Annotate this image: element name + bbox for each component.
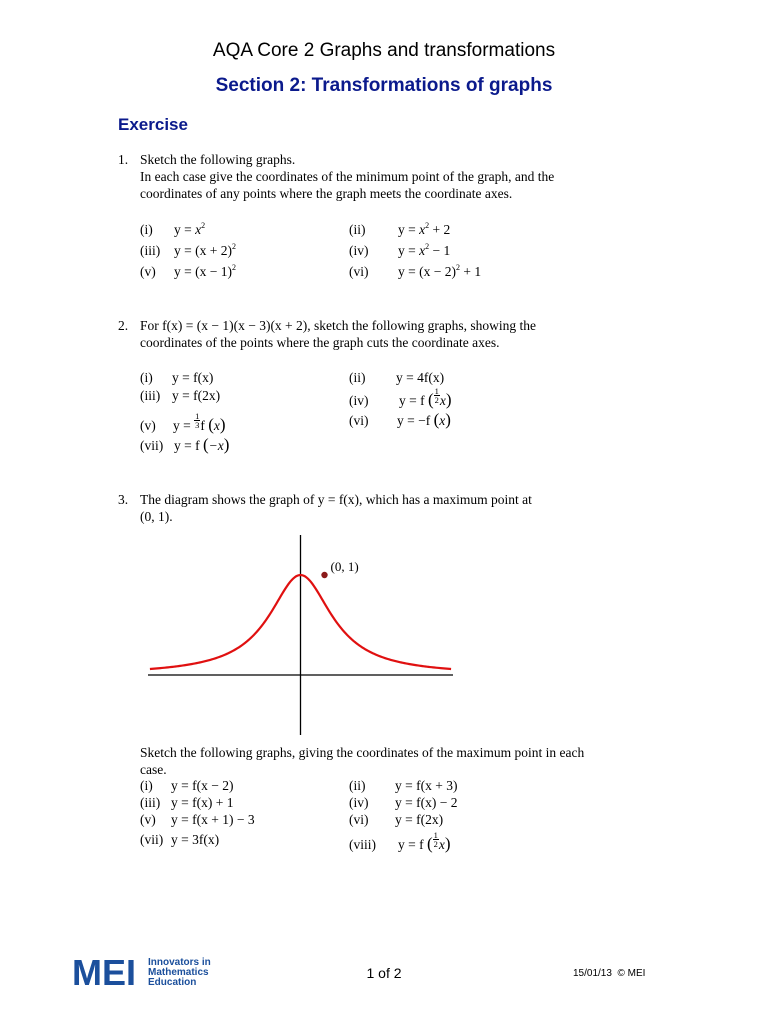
q2-part-expr: y = 4f(x) [396,370,445,385]
q1-part-label: (iii) [140,243,161,258]
q3-part-pre: y = f [398,837,427,852]
q1-part [140,263,236,280]
function-graph [140,530,460,740]
q2-part-label: (i) [140,370,153,385]
q1-part-sup: 2 [231,263,236,272]
q1-part-base: x [419,243,426,258]
q3-follow-line-2: case. [140,762,167,777]
page-number: 1 of 2 [366,965,402,981]
q3-part [349,794,457,811]
q3-part-label: (ii) [349,778,366,793]
mei-tagline-1: Innovators in [148,957,211,968]
q2-part-vi: (vi) y = −f (x) [349,410,451,429]
footer-date-copyright [573,968,645,979]
q3-part [140,831,219,848]
q2-part-label: (iii) [140,388,161,403]
q3-line-1: The diagram shows the graph of y = f(x), which has a maximum point at [140,492,532,507]
q1-part-rest: + 1 [459,264,482,279]
q3-part-label: (viii) [349,837,376,852]
q2-part-var: −x [208,438,224,453]
q3-part [140,794,233,811]
q1-part-sup: 2 [201,221,206,230]
q3-part [140,777,233,794]
q2-part-ii [349,369,444,386]
q1-part-base: (x + 2) [195,243,232,258]
q2-part-label: (v) [140,418,156,433]
q2-part-var: x [213,418,220,433]
q3-part-expr: y = f(x + 1) − 3 [171,812,255,827]
q3-part-expr: y = f(2x) [395,812,444,827]
q2-part-label: (iv) [349,393,369,408]
q2-part-label: (vi) [349,413,369,428]
q2-part-mid: f [200,418,209,433]
q1-part-label: (i) [140,222,153,237]
fraction-denominator: 2 [434,395,439,405]
q3-part-label: (vi) [349,812,369,827]
fraction-denominator: 2 [433,839,438,849]
q3-part-label: (v) [140,812,156,827]
fraction-denominator: 3 [195,420,200,430]
q1-part [349,242,450,259]
q1-part-rest: + 2 [429,222,451,237]
q2-part-pre: y = f [399,393,428,408]
q2-part-pre: y = [173,418,195,433]
q3-part-expr: y = f(x + 3) [395,778,458,793]
q2-part-var: x [439,393,446,408]
mei-logo-mark: MEI [72,953,137,991]
mei-tagline-2: Mathematics [148,967,209,978]
q1-part-base: x [419,222,426,237]
q2-line-1: For f(x) = (x − 1)(x − 3)(x + 2), sketch the following graphs, showing the [140,318,537,333]
q2-part-expr: y = f(x) [172,370,214,385]
q1-part [349,263,481,280]
q2-part-vii: (vii) y = f (−x) [140,435,230,454]
q2-line-2: coordinates of the points where the graph cuts the coordinate axes. [140,335,500,350]
q1-line-2: In each case give the coordinates of the minimum point of the graph, and the [140,169,555,184]
q2-part-iii [140,387,220,404]
q3-follow-line-1: Sketch the following graphs, giving the coordinates of the maximum point in each [140,745,585,760]
q3-part-expr: y = f(x) − 2 [395,795,458,810]
q1-part [349,221,450,238]
fraction-numerator: 1 [195,411,200,421]
q3-part-viii: (viii) y = f ( $\frac{1}{2}$ x) [349,830,451,853]
q1-part-lhs: y = [174,243,196,258]
q2-part-var: x [439,413,446,428]
q1-part-base: (x − 1) [195,264,232,279]
fraction-numerator: 1 [433,830,438,840]
q2-number: 2. [118,318,129,333]
exercise-heading: Exercise [118,115,188,134]
q2-part-i [140,369,213,386]
q3-part-label: (i) [140,778,153,793]
q1-part-lhs: y = [174,222,196,237]
q1-part-label: (vi) [349,264,369,279]
document-title: AQA Core 2 Graphs and transformations [212,40,556,61]
footer-copyright: © MEI [617,968,646,979]
q1-line-3: coordinates of any points where the graph meets the coordinate axes. [140,186,513,201]
q2-part-pre: y = −f [397,413,434,428]
maximum-point-label: (0, 1) [330,559,359,574]
q1-part [140,221,205,238]
q1-part-sup: 2 [455,263,460,272]
q2-part-pre: y = f [174,438,203,453]
q2-part-v: (v) y = $\frac{1}{3}$ f (x) [140,411,226,434]
q3-line-2: (0, 1). [140,509,173,524]
q3-part-expr: y = f(x) + 1 [171,795,234,810]
q1-part-lhs: y = [398,222,420,237]
q1-part-sup: 2 [231,242,236,251]
q1-part-base: (x − 2) [419,264,456,279]
mei-tagline-3: Education [148,977,197,988]
q2-part-expr: y = f(2x) [172,388,221,403]
footer-date: 15/01/13 [573,968,612,979]
q2-part-iv: (iv) y = f ( $\frac{1}{2}$ x) [349,386,452,409]
q3-part [140,811,255,828]
q1-part-label: (iv) [349,243,369,258]
q3-part-expr: y = 3f(x) [171,832,220,847]
q2-part-label: (ii) [349,370,366,385]
q3-part-expr: y = f(x − 2) [171,778,234,793]
q1-part-label: (v) [140,264,156,279]
q1-part-lhs: y = [398,243,420,258]
q2-part-label: (vii) [140,438,164,453]
q3-part [349,811,443,828]
q1-part-sup: 2 [425,242,430,251]
q1-part-rest: − 1 [429,243,451,258]
q1-part-base: x [195,222,202,237]
q3-part [349,777,457,794]
q3-part-label: (iv) [349,795,369,810]
q3-part-var: x [438,837,445,852]
q1-part-lhs: y = [174,264,196,279]
q1-part-label: (ii) [349,222,366,237]
q1-part-sup: 2 [425,221,430,230]
q1-part-lhs: y = [398,264,420,279]
q3-number: 3. [118,492,129,507]
q1-part [140,242,236,259]
q3-part-label: (iii) [140,795,161,810]
section-title: Section 2: Transformations of graphs [215,75,553,96]
fraction-numerator: 1 [434,386,439,396]
q1-line-1: Sketch the following graphs. [140,152,296,167]
maximum-point-marker [321,572,327,578]
q1-number: 1. [118,152,129,167]
q3-part-label: (vii) [140,832,164,847]
